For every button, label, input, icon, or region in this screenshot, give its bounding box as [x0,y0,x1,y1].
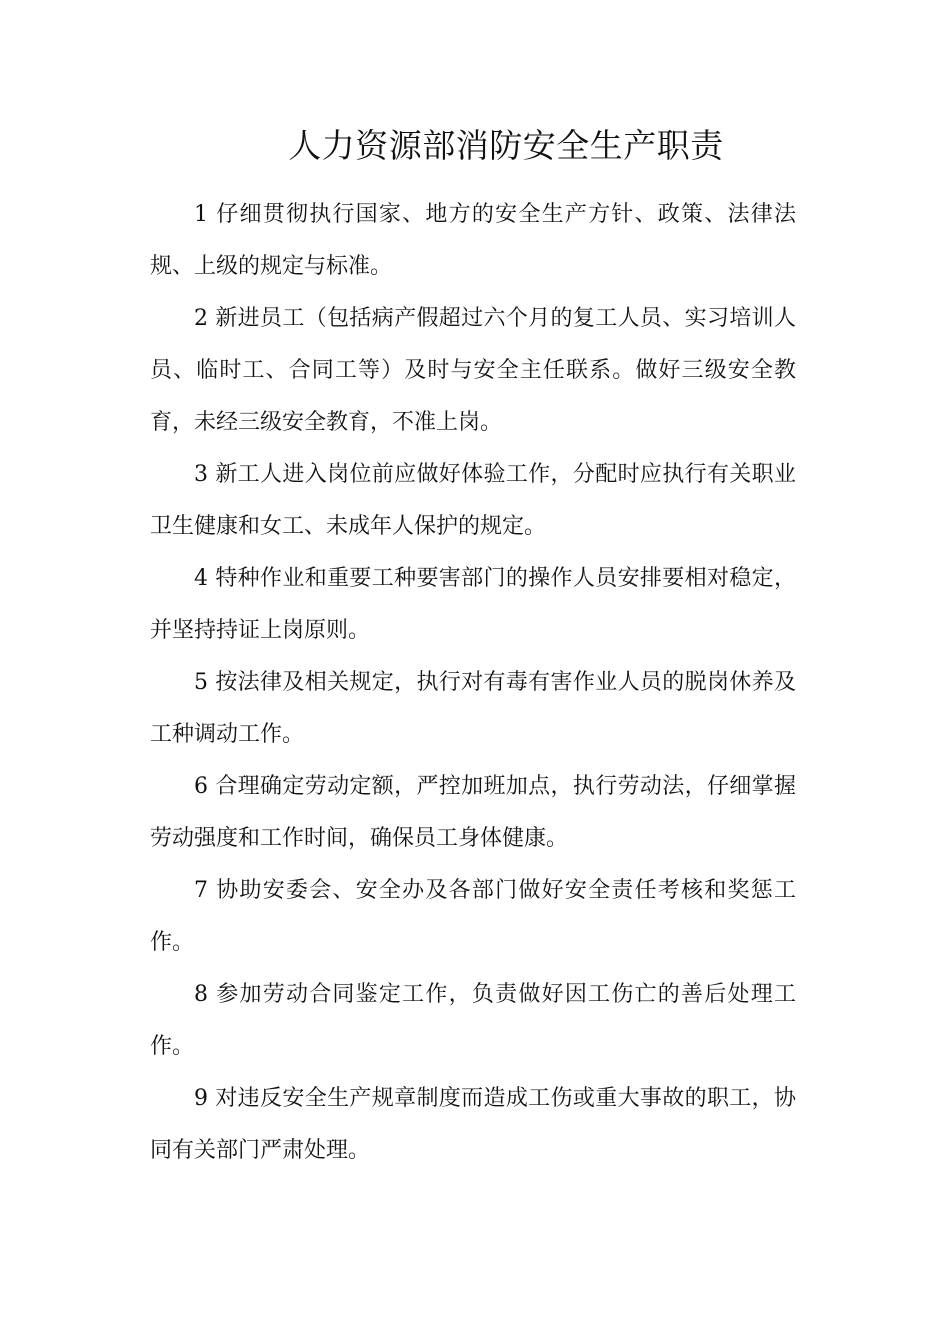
paragraph-1: 1 仔细贯彻执行国家、地方的安全生产方针、政策、法律法规、上级的规定与标准。 [150,202,796,279]
paragraph-6: 6 合理确定劳动定额，严控加班加点，执行劳动法，仔细掌握劳动强度和工作时间，确保员工身体健康。 [150,774,796,851]
paragraph-5: 5 按法律及相关规定，执行对有毒有害作业人员的脱岗休养及工种调动工作。 [150,670,796,747]
page-title: 人力资源部消防安全生产职责 [288,126,724,165]
paragraph-7: 7 协助安委会、安全办及各部门做好安全责任考核和奖惩工作。 [150,878,796,955]
paragraph-3: 3 新工人进入岗位前应做好体验工作，分配时应执行有关职业卫生健康和女工、未成年人保护的规定。 [150,462,796,539]
paragraph-8: 8 参加劳动合同鉴定工作，负责做好因工伤亡的善后处理工作。 [150,982,796,1059]
paragraph-4: 4 特种作业和重要工种要害部门的操作人员安排要相对稳定，并坚持持证上岗原则。 [150,566,796,643]
paragraph-2: 2 新进员工（包括病产假超过六个月的复工人员、实习培训人员、临时工、合同工等）及时与安全主任联系。做好三级安全教育，未经三级安全教育，不准上岗。 [150,306,796,435]
document-body [150,189,796,1177]
paragraph-9: 9 对违反安全生产规章制度而造成工伤或重大事故的职工，协同有关部门严肃处理。 [150,1086,796,1163]
